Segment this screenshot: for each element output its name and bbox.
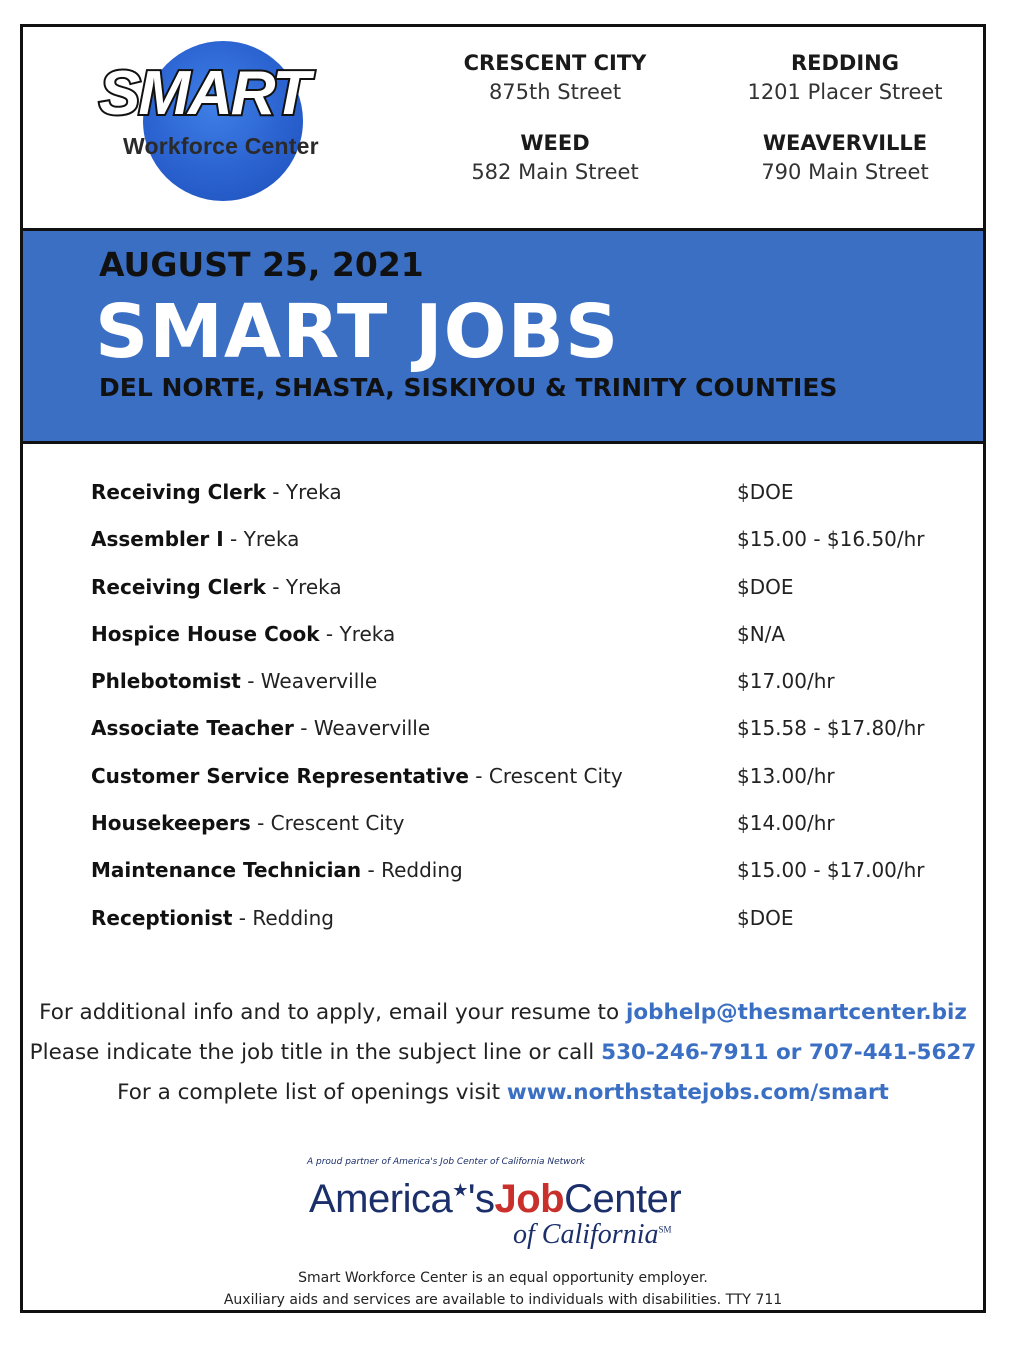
job-title: Customer Service Representative — [91, 763, 469, 788]
contact-text: For a complete list of openings visit — [117, 1080, 507, 1105]
partner-tagline: A proud partner of America's Job Center of California Network — [307, 1157, 585, 1167]
job-location: Weaverville — [313, 716, 431, 741]
job-location: Yreka — [285, 480, 342, 504]
location-street: 582 Main Street — [471, 160, 639, 184]
job-title: Maintenance Technician — [91, 858, 362, 883]
job-location: Yreka — [285, 574, 342, 599]
email-link[interactable]: jobhelp@thesmartcenter.biz — [625, 1000, 967, 1025]
contact-line-phone — [23, 1033, 983, 1073]
job-row — [91, 475, 971, 522]
job-separator: - — [240, 669, 261, 694]
job-title: Associate Teacher — [91, 716, 294, 741]
location-city: WEED — [520, 131, 590, 155]
contact-info — [23, 993, 983, 1113]
job-separator: - — [361, 858, 382, 883]
partner-wordmark — [309, 1177, 681, 1222]
logo-wordmark: SMART — [99, 59, 309, 128]
location-weed — [425, 129, 685, 187]
job-row — [91, 664, 971, 711]
location-city: REDDING — [790, 51, 899, 75]
job-location: Redding — [381, 858, 463, 883]
job-location: Yreka — [339, 621, 396, 646]
logo-subtitle: Workforce Center — [123, 133, 319, 159]
partner-name-job: Job — [494, 1177, 565, 1221]
job-title: Phlebotomist — [91, 669, 241, 694]
partner-name-california: of California — [513, 1219, 659, 1250]
job-title: Housekeepers — [91, 811, 251, 836]
job-separator: - — [265, 574, 286, 599]
job-separator: - — [250, 811, 271, 836]
job-separator: - — [319, 621, 340, 646]
location-crescent-city — [425, 49, 685, 107]
job-row — [91, 570, 971, 617]
job-list — [91, 475, 971, 948]
job-title: Receiving Clerk — [91, 574, 266, 599]
job-row — [91, 901, 971, 948]
contact-line-website — [23, 1073, 983, 1113]
job-pay: $13.00/hr — [737, 763, 835, 788]
job-title: Receptionist — [91, 905, 233, 930]
job-row — [91, 617, 971, 664]
job-location: Weaverville — [260, 669, 378, 694]
job-title: Hospice House Cook — [91, 621, 320, 646]
banner-date: AUGUST 25, 2021 — [99, 245, 424, 284]
partner-subtitle — [513, 1219, 671, 1251]
smart-workforce-logo — [99, 41, 389, 201]
job-row — [91, 522, 971, 569]
job-pay: $15.00 - $17.00/hr — [737, 858, 925, 883]
job-separator: - — [223, 527, 244, 552]
job-location: Redding — [252, 905, 334, 930]
location-street: 875th Street — [488, 80, 622, 104]
flyer-frame — [20, 24, 986, 1313]
footer-accessibility: Auxiliary aids and services are available to individuals with disabilities. TTY 711 — [223, 1292, 783, 1308]
job-separator: - — [293, 716, 314, 741]
footer — [23, 1267, 983, 1311]
partner-name-center: Center — [564, 1177, 682, 1221]
location-street: 1201 Placer Street — [747, 80, 943, 104]
job-separator: - — [232, 905, 253, 930]
partner-name-apostrophe: 's — [467, 1177, 495, 1221]
partner-name-america: America — [309, 1177, 453, 1221]
contact-line-email — [23, 993, 983, 1033]
job-pay: $DOE — [737, 574, 794, 599]
job-row — [91, 806, 971, 853]
location-street: 790 Main Street — [761, 160, 929, 184]
job-row — [91, 853, 971, 900]
title-banner — [23, 228, 983, 444]
job-title: Receiving Clerk — [91, 480, 266, 504]
star-icon: ★ — [452, 1180, 468, 1200]
banner-counties: DEL NORTE, SHASTA, SISKIYOU & TRINITY COUNTIES — [99, 373, 838, 402]
job-separator: - — [468, 763, 489, 788]
job-pay: $17.00/hr — [737, 669, 835, 694]
location-city: WEAVERVILLE — [762, 131, 928, 155]
americas-job-center-logo — [303, 1151, 713, 1261]
job-pay: $N/A — [737, 621, 786, 646]
job-pay: $15.58 - $17.80/hr — [737, 716, 925, 741]
location-city: CRESCENT CITY — [463, 51, 647, 75]
service-mark: SM — [658, 1224, 672, 1235]
contact-text: Please indicate the job title in the subject line or call — [29, 1040, 602, 1065]
job-title: Assembler I — [91, 527, 224, 552]
job-row — [91, 711, 971, 758]
job-pay: $15.00 - $16.50/hr — [737, 527, 925, 552]
job-pay: $14.00/hr — [737, 811, 835, 836]
job-location: Crescent City — [488, 763, 623, 788]
footer-eoe: Smart Workforce Center is an equal opportunity employer. — [298, 1270, 708, 1286]
location-weaverville — [715, 129, 975, 187]
job-pay: $DOE — [737, 480, 794, 504]
job-location: Crescent City — [270, 811, 405, 836]
job-row — [91, 759, 971, 806]
job-pay: $DOE — [737, 905, 794, 930]
job-separator: - — [265, 480, 286, 504]
phone-numbers[interactable]: 530-246-7911 or 707-441-5627 — [601, 1040, 977, 1065]
header — [23, 27, 983, 227]
location-redding — [715, 49, 975, 107]
job-location: Yreka — [243, 527, 300, 552]
contact-text: For additional info and to apply, email your resume to — [39, 1000, 626, 1025]
banner-title: SMART JOBS — [95, 289, 620, 375]
website-link[interactable]: www.northstatejobs.com/smart — [506, 1080, 889, 1105]
